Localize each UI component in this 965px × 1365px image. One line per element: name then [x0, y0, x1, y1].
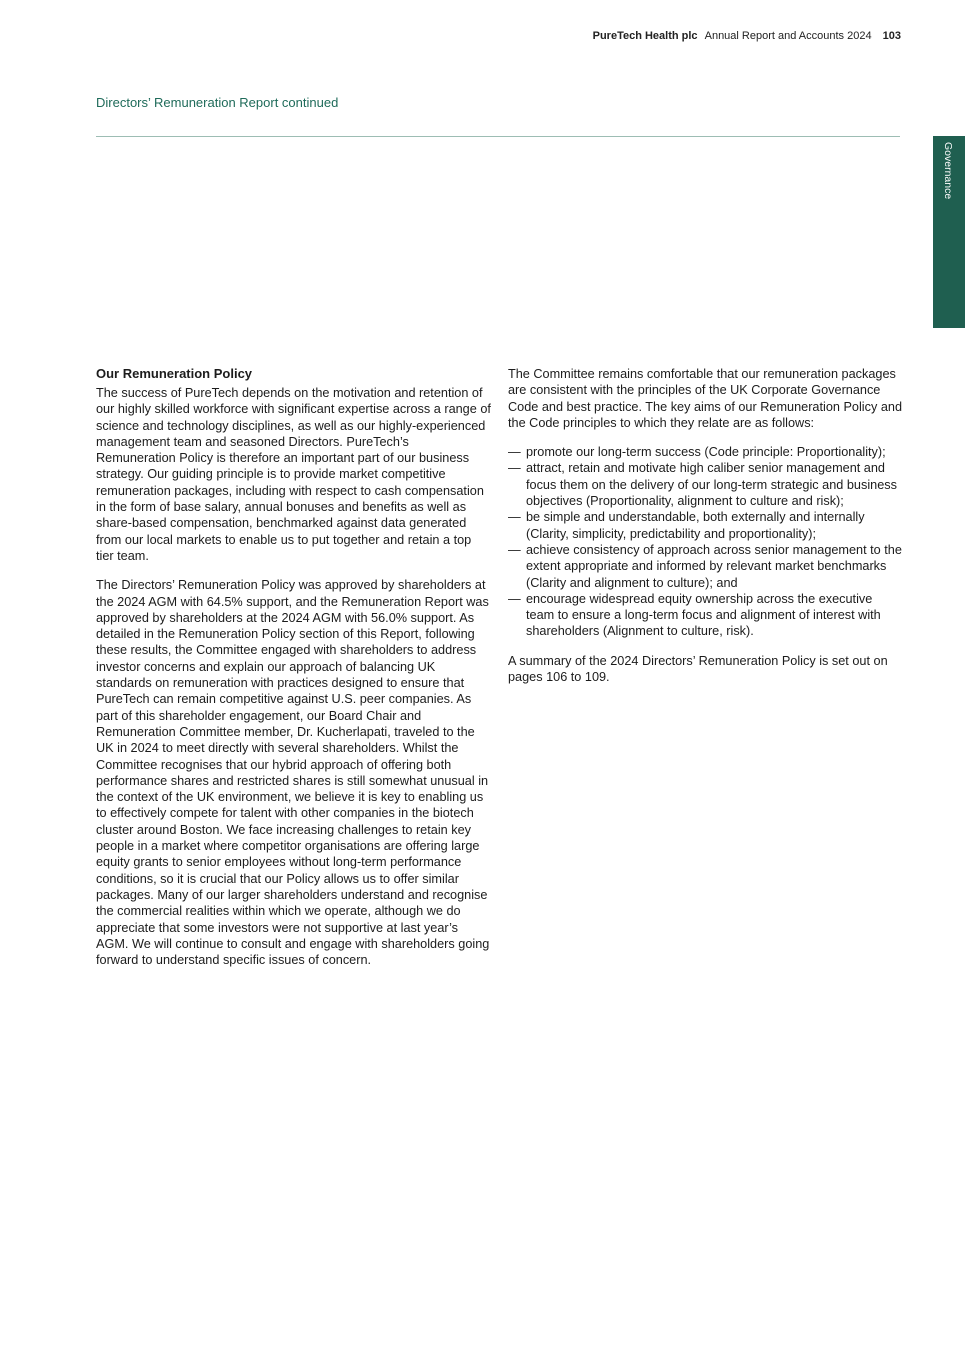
report-title: Annual Report and Accounts 2024 [704, 30, 872, 42]
company-name: PureTech Health plc [592, 30, 698, 42]
body-paragraph: The success of PureTech depends on the motivation and retention of our highly skilled workforce with significant expertise across a range of science and technology disciplines, as well as our highly-experienced management team and seasoned Directors. PureTech’s Remuneration Policy is therefore an important part of our business strategy. Our guiding principle is to provide market competitive remuneration packages, including with respect to cash compensation in the form of base salary, annual bonuses and benefits as well as share-based compensation, benchmarked against data generated from our local markets to enable us to put together and retain a top tier team. [96, 386, 491, 563]
side-tab-label: Governance [942, 142, 954, 200]
header-divider [96, 136, 900, 137]
policy-summary: A summary of the 2024 Directors’ Remuneration Policy is set out on pages 106 to 109. [508, 653, 888, 685]
list-item: — promote our long-term success (Code principle: Proportionality); [508, 444, 902, 460]
governance-side-tab[interactable] [933, 136, 965, 328]
left-column [96, 366, 492, 981]
list-item: — be simple and understandable, both externally and internally (Clarity, simplicity, predictability and proportionality); [508, 509, 902, 542]
aims-intro: The Committee remains comfortable that our remuneration packages are consistent with the principles of the UK Corporate Governance Code and best practice. The key aims of our Remuneration Policy and the Code principles to which they relate are as follows: [508, 367, 902, 430]
section-label: Directors’ Remuneration Report continued [96, 95, 339, 110]
page-number: 103 [882, 30, 901, 42]
page-header [593, 30, 901, 42]
list-item: — achieve consistency of approach across senior management to the extent appropriate and informed by relevant market benchmarks (Clarity and alignment to culture); and [508, 542, 902, 591]
list-item: — encourage widespread equity ownership across the executive team to ensure a long-term focus and alignment of interest with shareholders (Alignment to culture, risk). [508, 591, 902, 640]
policy-heading: Our Remuneration Policy [96, 366, 253, 381]
list-item: — attract, retain and motivate high caliber senior management and focus them on the delivery of our long-term strategic and business objectives (Proportionality, alignment to culture and risk); [508, 460, 902, 509]
body-paragraph: The Directors’ Remuneration Policy was approved by shareholders at the 2024 AGM with 64.5% support, and the Remuneration Report was approved by shareholders at the 2024 AGM with 56.0% support. As detailed in the Remuneration Policy section of this Report, following these results, the Committee engaged with shareholders to address investor concerns and explain our approach of balancing UK standards on remuneration with practices designed to ensure that PureTech can remain competitive against U.S. peer companies. As part of this shareholder engagement, our Board Chair and Remuneration Committee member, Dr. Kucherlapati, traveled to the UK in 2024 to meet directly with several shareholders. Whilst the Committee recognises that our hybrid approach of offering both performance shares and restricted shares is still somewhat unusual in the context of the UK environment, we believe it is key to enabling us to effectively compete for talent with other companies in the biotech cluster around Boston. We face increasing challenges to retain key people in a market where competitor organisations are offering large equity grants to senior employees without long-term performance conditions, so it is crucial that our Policy allows us to offer similar packages. Many of our larger shareholders understand and recognise the commercial realities within which we operate, although we do appreciate that some investors were not supportive at last year’s AGM. We will continue to consult and engage with shareholders going forward to understand specific issues of concern. [96, 578, 490, 968]
aims-list [508, 444, 902, 640]
right-column [508, 366, 902, 698]
